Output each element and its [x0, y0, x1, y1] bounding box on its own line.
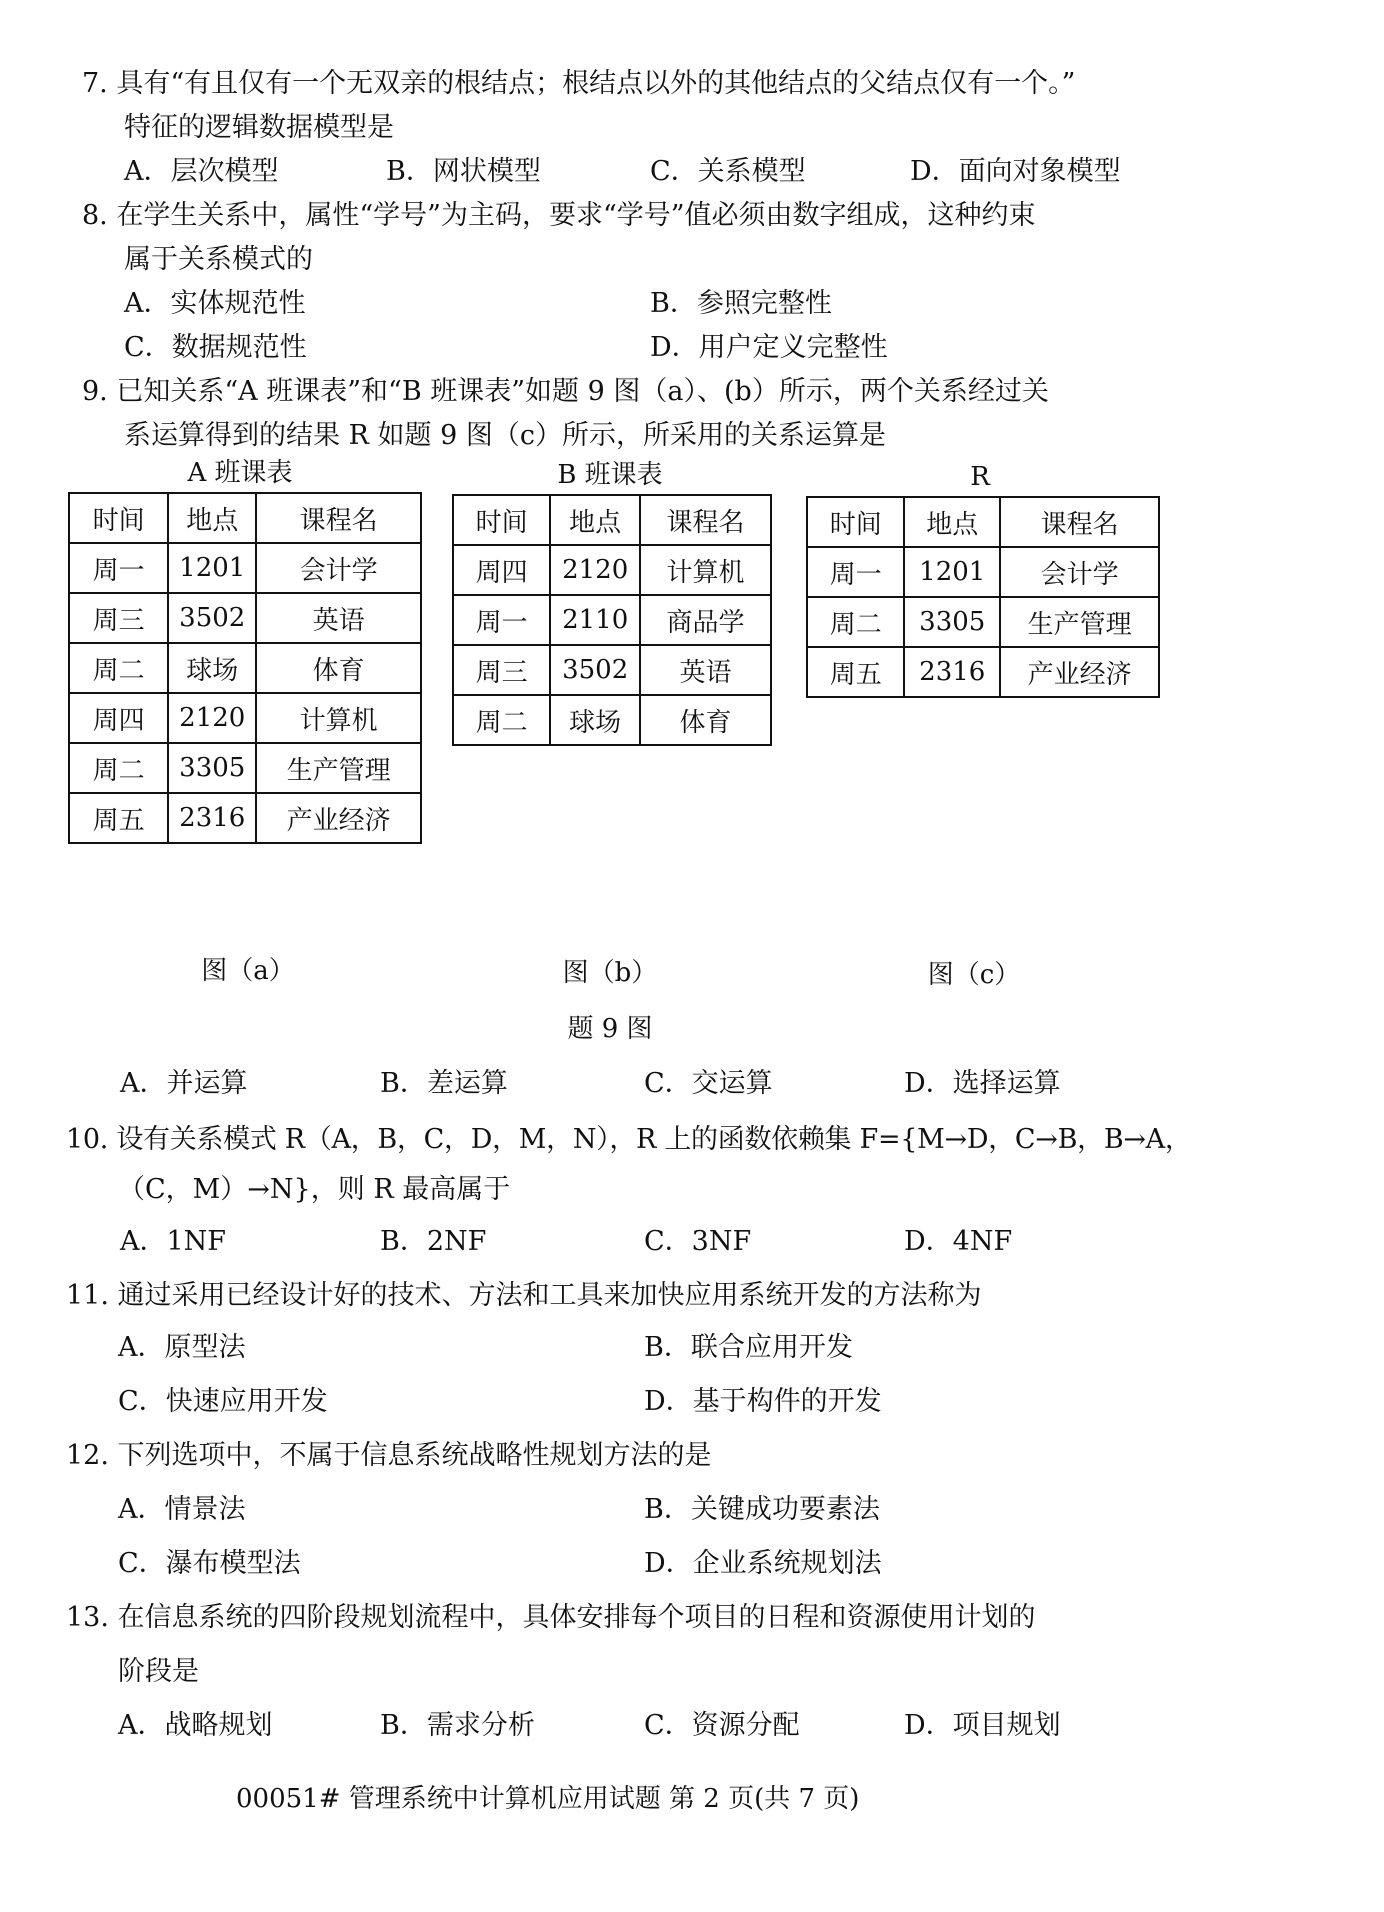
table-b-title: B 班课表 — [557, 460, 663, 490]
figure-a-label: 图（a） — [201, 956, 295, 986]
q13-stem-line2: 阶段是 — [118, 1656, 199, 1687]
table-cell: 2120 — [550, 545, 640, 595]
table-cell: 周二 — [69, 743, 168, 793]
table-row — [453, 645, 771, 695]
table-cell: 周一 — [807, 547, 904, 597]
q11-option-d: D．基于构件的开发 — [644, 1386, 882, 1417]
q9-stem-line1: 9. 已知关系“A 班课表”和“B 班课表”如题 9 图（a）、(b）所示，两个关系经过关 — [82, 376, 1049, 407]
q8-stem-line1: 8. 在学生关系中，属性“学号”为主码，要求“学号”值必须由数字组成，这种约束 — [82, 200, 1036, 231]
table-c-header-cell: 课程名 — [1000, 497, 1159, 547]
q8-option-d: D．用户定义完整性 — [650, 332, 888, 363]
q7-option-a: A．层次模型 — [124, 156, 279, 187]
q11-option-c: C．快速应用开发 — [118, 1386, 328, 1417]
q11-option-b: B．联合应用开发 — [644, 1332, 853, 1363]
table-cell: 3305 — [904, 597, 1000, 647]
q7-stem-line2: 特征的逻辑数据模型是 — [124, 112, 394, 143]
table-cell: 周五 — [69, 793, 168, 843]
table-row — [69, 693, 421, 743]
table-b-header-cell: 时间 — [453, 495, 550, 545]
q10-option-b: B．2NF — [380, 1226, 487, 1257]
table-c-header — [807, 497, 1159, 547]
q9-option-a: A．并运算 — [120, 1068, 248, 1099]
figure-b-label: 图（b） — [562, 958, 658, 988]
table-cell: 周四 — [453, 545, 550, 595]
table-cell: 周二 — [807, 597, 904, 647]
table-c-title: R — [970, 462, 990, 492]
q7-option-d: D．面向对象模型 — [910, 156, 1121, 187]
table-c-header-cell: 地点 — [904, 497, 1000, 547]
q7-option-c: C．关系模型 — [650, 156, 806, 187]
q7-option-b: B．网状模型 — [386, 156, 541, 187]
table-cell: 2316 — [904, 647, 1000, 697]
table-a-header-cell: 时间 — [69, 493, 168, 543]
q8-option-a: A．实体规范性 — [124, 288, 306, 319]
table-cell: 周二 — [69, 643, 168, 693]
q11-stem-line1: 11. 通过采用已经设计好的技术、方法和工具来加快应用系统开发的方法称为 — [66, 1280, 982, 1311]
table-cell: 生产管理 — [256, 743, 421, 793]
table-cell: 2110 — [550, 595, 640, 645]
q13-option-d: D．项目规划 — [904, 1710, 1061, 1741]
table-cell: 生产管理 — [1000, 597, 1159, 647]
table-a-header-cell: 地点 — [168, 493, 256, 543]
q12-option-d: D．企业系统规划法 — [644, 1548, 882, 1579]
table-a — [68, 492, 422, 844]
q13-option-c: C．资源分配 — [644, 1710, 800, 1741]
table-row — [453, 695, 771, 745]
q8-option-b: B．参照完整性 — [650, 288, 832, 319]
table-row — [453, 595, 771, 645]
q13-stem-line1: 13. 在信息系统的四阶段规划流程中，具体安排每个项目的日程和资源使用计划的 — [66, 1602, 1036, 1633]
table-cell: 商品学 — [640, 595, 771, 645]
table-a-title: A 班课表 — [187, 458, 293, 488]
table-cell: 计算机 — [640, 545, 771, 595]
table-cell: 球场 — [550, 695, 640, 745]
table-cell: 会计学 — [256, 543, 421, 593]
q10-option-d: D．4NF — [904, 1226, 1013, 1257]
table-row — [807, 647, 1159, 697]
table-a-header-cell: 课程名 — [256, 493, 421, 543]
table-cell: 2316 — [168, 793, 256, 843]
q9-stem-line2: 系运算得到的结果 R 如题 9 图（c）所示，所采用的关系运算是 — [124, 420, 886, 451]
table-cell: 周三 — [69, 593, 168, 643]
table-cell: 产业经济 — [256, 793, 421, 843]
figure9-caption: 题 9 图 — [567, 1014, 653, 1044]
table-cell: 2120 — [168, 693, 256, 743]
table-row — [807, 597, 1159, 647]
table-cell: 会计学 — [1000, 547, 1159, 597]
page-footer: 00051# 管理系统中计算机应用试题 第 2 页(共 7 页) — [236, 1784, 860, 1814]
table-cell: 英语 — [640, 645, 771, 695]
table-cell: 周三 — [453, 645, 550, 695]
table-cell: 周一 — [69, 543, 168, 593]
table-b-header — [453, 495, 771, 545]
table-b-header-cell: 地点 — [550, 495, 640, 545]
q13-option-b: B．需求分析 — [380, 1710, 535, 1741]
figure-c-label: 图（c） — [927, 960, 1021, 990]
q10-stem-line1: 10. 设有关系模式 R（A，B，C，D，M，N），R 上的函数依赖集 F={M→D，C→B，B→A， — [66, 1124, 1192, 1155]
q7-stem-line1: 7. 具有“有且仅有一个无双亲的根结点；根结点以外的其他结点的父结点仅有一个。” — [82, 68, 1076, 99]
table-c-header-cell: 时间 — [807, 497, 904, 547]
table-cell: 周二 — [453, 695, 550, 745]
q8-stem-line2: 属于关系模式的 — [124, 244, 313, 275]
table-row — [807, 547, 1159, 597]
table-cell: 计算机 — [256, 693, 421, 743]
table-row — [69, 543, 421, 593]
table-b-header-cell: 课程名 — [640, 495, 771, 545]
table-cell: 3502 — [550, 645, 640, 695]
table-row — [69, 593, 421, 643]
table-cell: 周五 — [807, 647, 904, 697]
table-row — [69, 743, 421, 793]
table-row — [69, 793, 421, 843]
table-cell: 体育 — [640, 695, 771, 745]
q9-option-d: D．选择运算 — [904, 1068, 1061, 1099]
table-cell: 1201 — [168, 543, 256, 593]
table-cell: 周一 — [453, 595, 550, 645]
table-cell: 英语 — [256, 593, 421, 643]
q12-option-b: B．关键成功要素法 — [644, 1494, 880, 1525]
table-b — [452, 494, 772, 746]
q12-option-c: C．瀑布模型法 — [118, 1548, 301, 1579]
table-cell: 周四 — [69, 693, 168, 743]
table-cell: 产业经济 — [1000, 647, 1159, 697]
q11-option-a: A．原型法 — [118, 1332, 246, 1363]
q8-option-c: C．数据规范性 — [124, 332, 307, 363]
q12-stem-line1: 12. 下列选项中，不属于信息系统战略性规划方法的是 — [66, 1440, 712, 1471]
q10-stem-line2: （C，M）→N}，则 R 最高属于 — [118, 1174, 511, 1205]
q13-option-a: A．战略规划 — [118, 1710, 273, 1741]
table-cell: 体育 — [256, 643, 421, 693]
table-cell: 球场 — [168, 643, 256, 693]
q10-option-a: A．1NF — [120, 1226, 227, 1257]
table-cell: 1201 — [904, 547, 1000, 597]
table-cell: 3305 — [168, 743, 256, 793]
q10-option-c: C．3NF — [644, 1226, 752, 1257]
table-cell: 3502 — [168, 593, 256, 643]
table-c — [806, 496, 1160, 698]
q12-option-a: A．情景法 — [118, 1494, 246, 1525]
q9-option-b: B．差运算 — [380, 1068, 508, 1099]
table-row — [453, 545, 771, 595]
table-row — [69, 643, 421, 693]
table-a-header — [69, 493, 421, 543]
q9-option-c: C．交运算 — [644, 1068, 773, 1099]
